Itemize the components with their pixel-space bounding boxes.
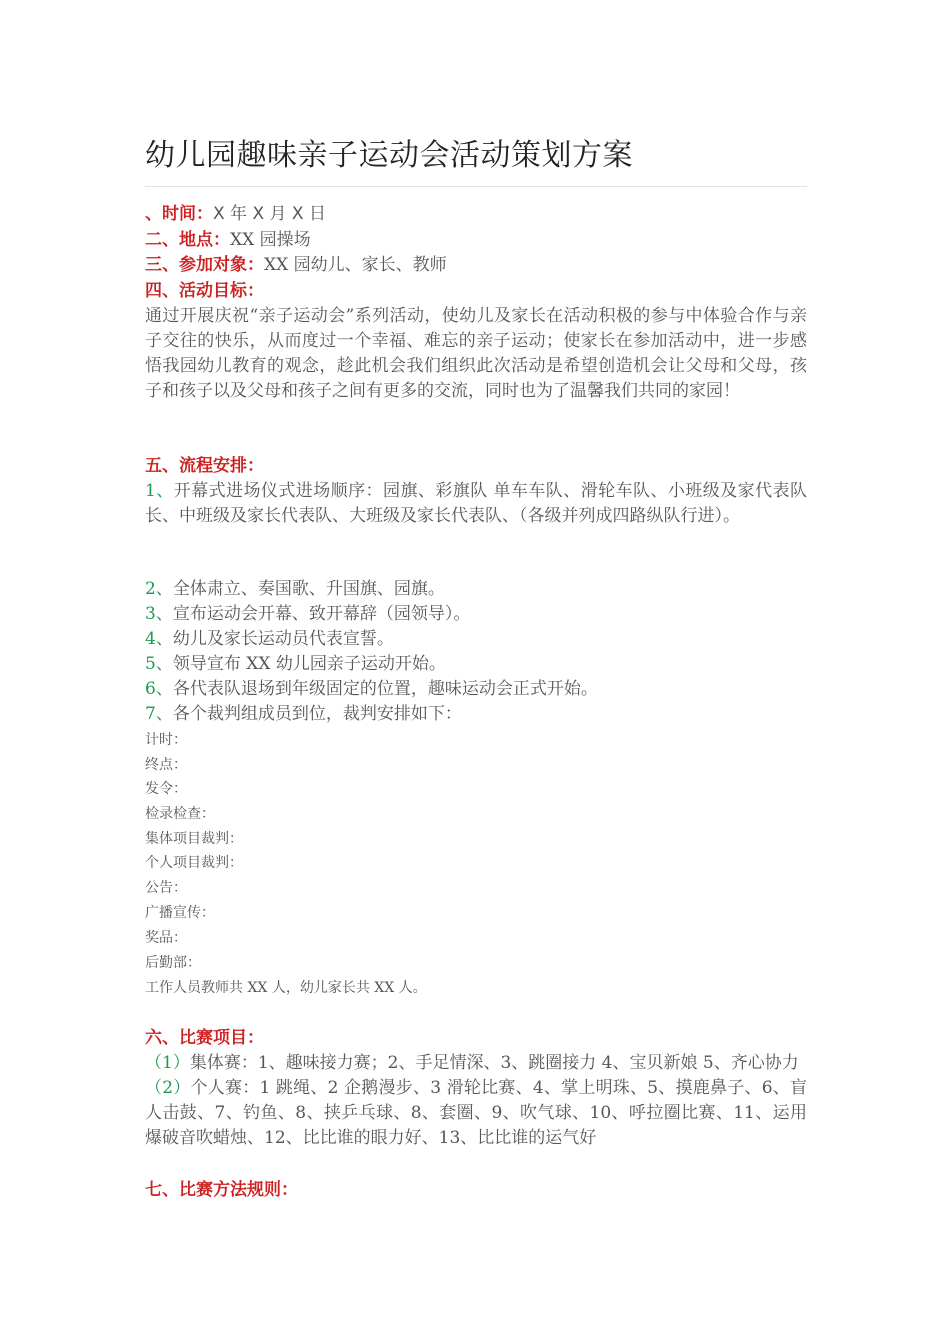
role-announcement: 公告：: [145, 880, 187, 896]
role-starter: 发令：: [145, 781, 187, 797]
role-prizes: 奖品：: [145, 930, 187, 946]
step-text: 幼儿及家长运动员代表宣誓。: [172, 629, 394, 649]
process-step-4: [145, 627, 394, 652]
step-text: 各代表队退场到年级固定的位置，趣味运动会正式开始。: [172, 679, 598, 699]
time-line: [145, 202, 326, 227]
process-step-3: [145, 602, 470, 627]
participants-line: [145, 253, 447, 278]
rules-heading: 七、比赛方法规则：: [145, 1180, 298, 1200]
step-text: 领导宣布 XX 幼儿园亲子运动开始。: [172, 654, 446, 674]
page-title: 幼儿园趣味亲子运动会活动策划方案: [145, 138, 633, 173]
role-finish: 终点：: [145, 757, 187, 773]
title-divider: [145, 186, 807, 187]
step-text: 全体肃立、奏国歌、升国旗、园旗。: [172, 579, 445, 599]
process-step-5: [145, 652, 446, 677]
step-number: 4、: [145, 629, 173, 649]
process-step-6: [145, 677, 598, 702]
step-text: 各个裁判组成员到位，裁判安排如下：: [172, 704, 462, 724]
time-value: X 年 X 月 X 日: [213, 204, 326, 224]
step-text: 开幕式进场仪式进场顺序：园旗、彩旗队 单车车队、滑轮车队、小班级及家代表队长、中班级及家长代表队、大班级及家长代表队、（各级并列成四路纵队行进）。: [145, 481, 807, 526]
place-label: 二、地点：: [145, 230, 230, 250]
role-group-referee: 集体项目裁判：: [145, 831, 243, 847]
place-value: XX 园操场: [230, 230, 311, 250]
goal-paragraph: 通过开展庆祝“亲子运动会”系列活动，使幼儿及家长在活动积极的参与中体验合作与亲子交往的快乐，从而度过一个幸福、难忘的亲子运动；使家长在参加活动中，进一步感悟我园幼儿教育的观念，趁此机会我们组织此次活动是希望创造机会让父母和父母，孩子和孩子以及父母和孩子之间有更多的交流，同时也为了温馨我们共同的家园！: [145, 306, 807, 401]
staff-count: 工作人员教师共 XX 人，幼儿家长共 XX 人。: [145, 980, 427, 996]
goal-heading: 四、活动目标：: [145, 281, 264, 301]
events-heading: 六、比赛项目：: [145, 1028, 264, 1048]
individual-number: （2）: [145, 1078, 191, 1098]
role-timekeeper: 计时：: [145, 732, 187, 748]
participants-label: 三、参加对象：: [145, 255, 264, 275]
group-number: （1）: [145, 1053, 190, 1073]
step-number: 2、: [145, 579, 173, 599]
step-number: 7、: [145, 704, 173, 724]
step-number: 6、: [145, 679, 173, 699]
process-heading: 五、流程安排：: [145, 456, 264, 476]
role-logistics: 后勤部：: [145, 955, 201, 971]
step-text: 宣布运动会开幕、致开幕辞（园领导）。: [172, 604, 471, 624]
step-number: 3、: [145, 604, 173, 624]
role-check-in: 检录检查：: [145, 806, 215, 822]
step-number: 5、: [145, 654, 173, 674]
process-step-1: [145, 479, 807, 529]
individual-text: 个人赛：1 跳绳、2 企鹅漫步、3 滑轮比赛、4、掌上明珠、5、摸鹿鼻子、6、盲人击鼓、7、钓鱼、8、挟乒乓球、8、套圈、9、吹气球、10、呼拉圈比赛、11、运用爆破音吹蜡烛、12、比比谁的眼力好、13、比比谁的运气好: [145, 1078, 807, 1148]
place-line: [145, 228, 311, 253]
time-label: 、时间：: [145, 204, 213, 224]
process-step-2: [145, 577, 445, 602]
process-step-7: [145, 702, 462, 727]
events-group: [145, 1051, 799, 1076]
role-broadcast: 广播宣传：: [145, 905, 215, 921]
participants-value: XX 园幼儿、家长、教师: [264, 255, 447, 275]
role-individual-referee: 个人项目裁判：: [145, 855, 243, 871]
group-text: 集体赛：1、趣味接力赛；2、手足情深、3、跳圈接力 4、宝贝新娘 5、齐心协力: [189, 1053, 799, 1073]
events-individual: [145, 1076, 807, 1151]
step-number: 1、: [145, 481, 174, 501]
